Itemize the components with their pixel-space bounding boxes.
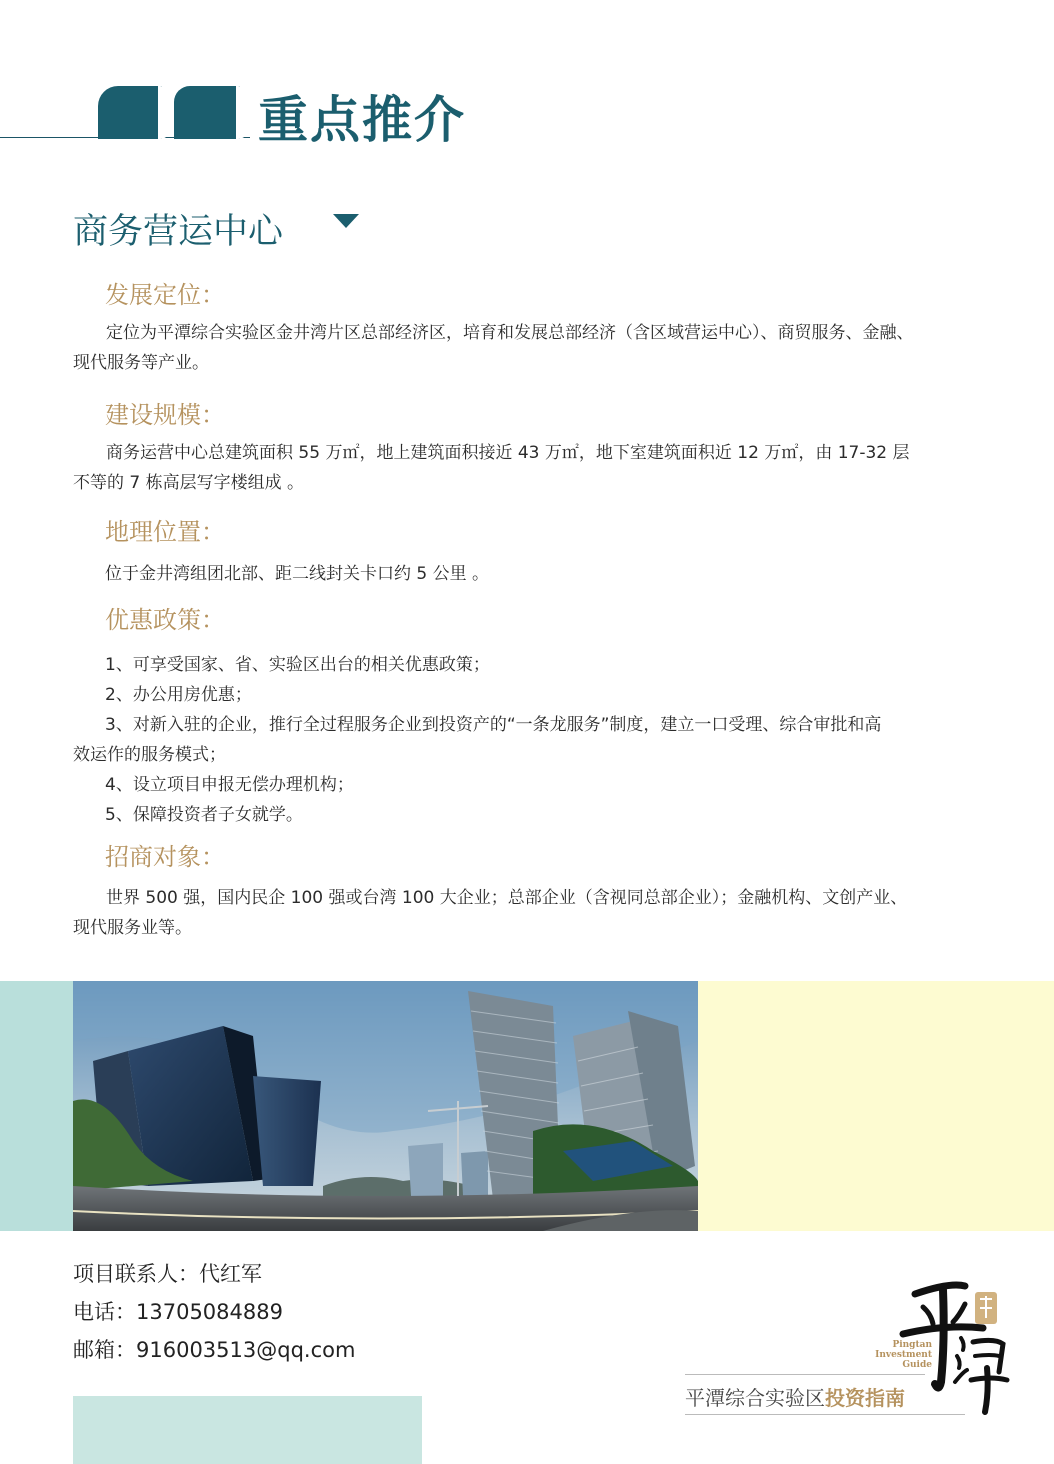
- guide-title-highlight: 投资指南: [825, 1386, 905, 1410]
- scale-line: 商务运营中心总建筑面积 55 万㎡，地上建筑面积接近 43 万㎡，地下室建筑面积近 12 万㎡，由 17-32 层: [106, 443, 910, 463]
- header-decoration-gap: [236, 86, 248, 139]
- policy-item: 1、可享受国家、省、实验区出台的相关优惠政策；: [105, 655, 490, 675]
- scale-paragraph: [73, 438, 955, 498]
- policy-item: 3、对新入驻的企业，推行全过程服务企业到投资产的“一条龙服务”制度，建立一口受理、综合审批和高: [105, 715, 882, 735]
- targets-heading: 招商对象：: [105, 843, 225, 871]
- page-title: 重点推介: [258, 90, 466, 149]
- scale-heading: 建设规模：: [105, 401, 225, 429]
- positioning-line: 现代服务等产业。: [73, 353, 209, 373]
- guide-title: [685, 1382, 905, 1411]
- policy-item-continued: 效运作的服务模式；: [73, 745, 226, 765]
- logo-en-line: Guide: [902, 1360, 932, 1370]
- policy-item: 5、保障投资者子女就学。: [105, 805, 303, 825]
- guide-title-prefix: 平潭综合实验区: [685, 1386, 825, 1410]
- banner-right-band: [698, 981, 1054, 1231]
- scale-line: 不等的 7 栋高层写字楼组成 。: [73, 473, 305, 493]
- header-decoration-gap: [158, 86, 170, 139]
- pingtan-calligraphy-logo: [895, 1272, 1015, 1417]
- policy-heading: 优惠政策：: [105, 606, 225, 634]
- policy-item: 4、设立项目申报无偿办理机构；: [105, 775, 354, 795]
- section-title: 商务营运中心: [73, 212, 284, 252]
- banner-left-band: [0, 981, 73, 1231]
- positioning-paragraph: [73, 318, 955, 378]
- positioning-heading: 发展定位：: [105, 281, 225, 309]
- logo-en-line: Investment: [875, 1350, 932, 1360]
- footer-rule: [685, 1374, 925, 1375]
- triangle-down-icon: [333, 214, 359, 228]
- logo-en-line: Pingtan: [892, 1340, 932, 1350]
- header-decoration-block: [98, 86, 162, 139]
- location-text: 位于金井湾组团北部、距二线封关卡口约 5 公里 。: [105, 564, 490, 584]
- policy-item: 2、办公用房优惠；: [105, 685, 252, 705]
- header-decoration-block: [174, 86, 240, 139]
- positioning-line: 定位为平潭综合实验区金井湾片区总部经济区，培育和发展总部经济（含区域营运中心）、商贸服务、金融、: [106, 323, 914, 343]
- contact-person: 项目联系人：代红军: [73, 1262, 262, 1286]
- footer-color-block: [73, 1396, 422, 1464]
- targets-line: 现代服务业等。: [73, 918, 192, 938]
- location-heading: 地理位置：: [105, 518, 225, 546]
- targets-paragraph: [73, 883, 955, 943]
- targets-line: 世界 500 强，国内民企 100 强或台湾 100 大企业；总部企业（含视同总部企业）；金融机构、文创产业、: [106, 888, 908, 908]
- business-center-photo: [73, 981, 698, 1231]
- contact-phone: 电话：13705084889: [73, 1300, 283, 1324]
- contact-email: 邮箱：916003513@qq.com: [73, 1338, 356, 1362]
